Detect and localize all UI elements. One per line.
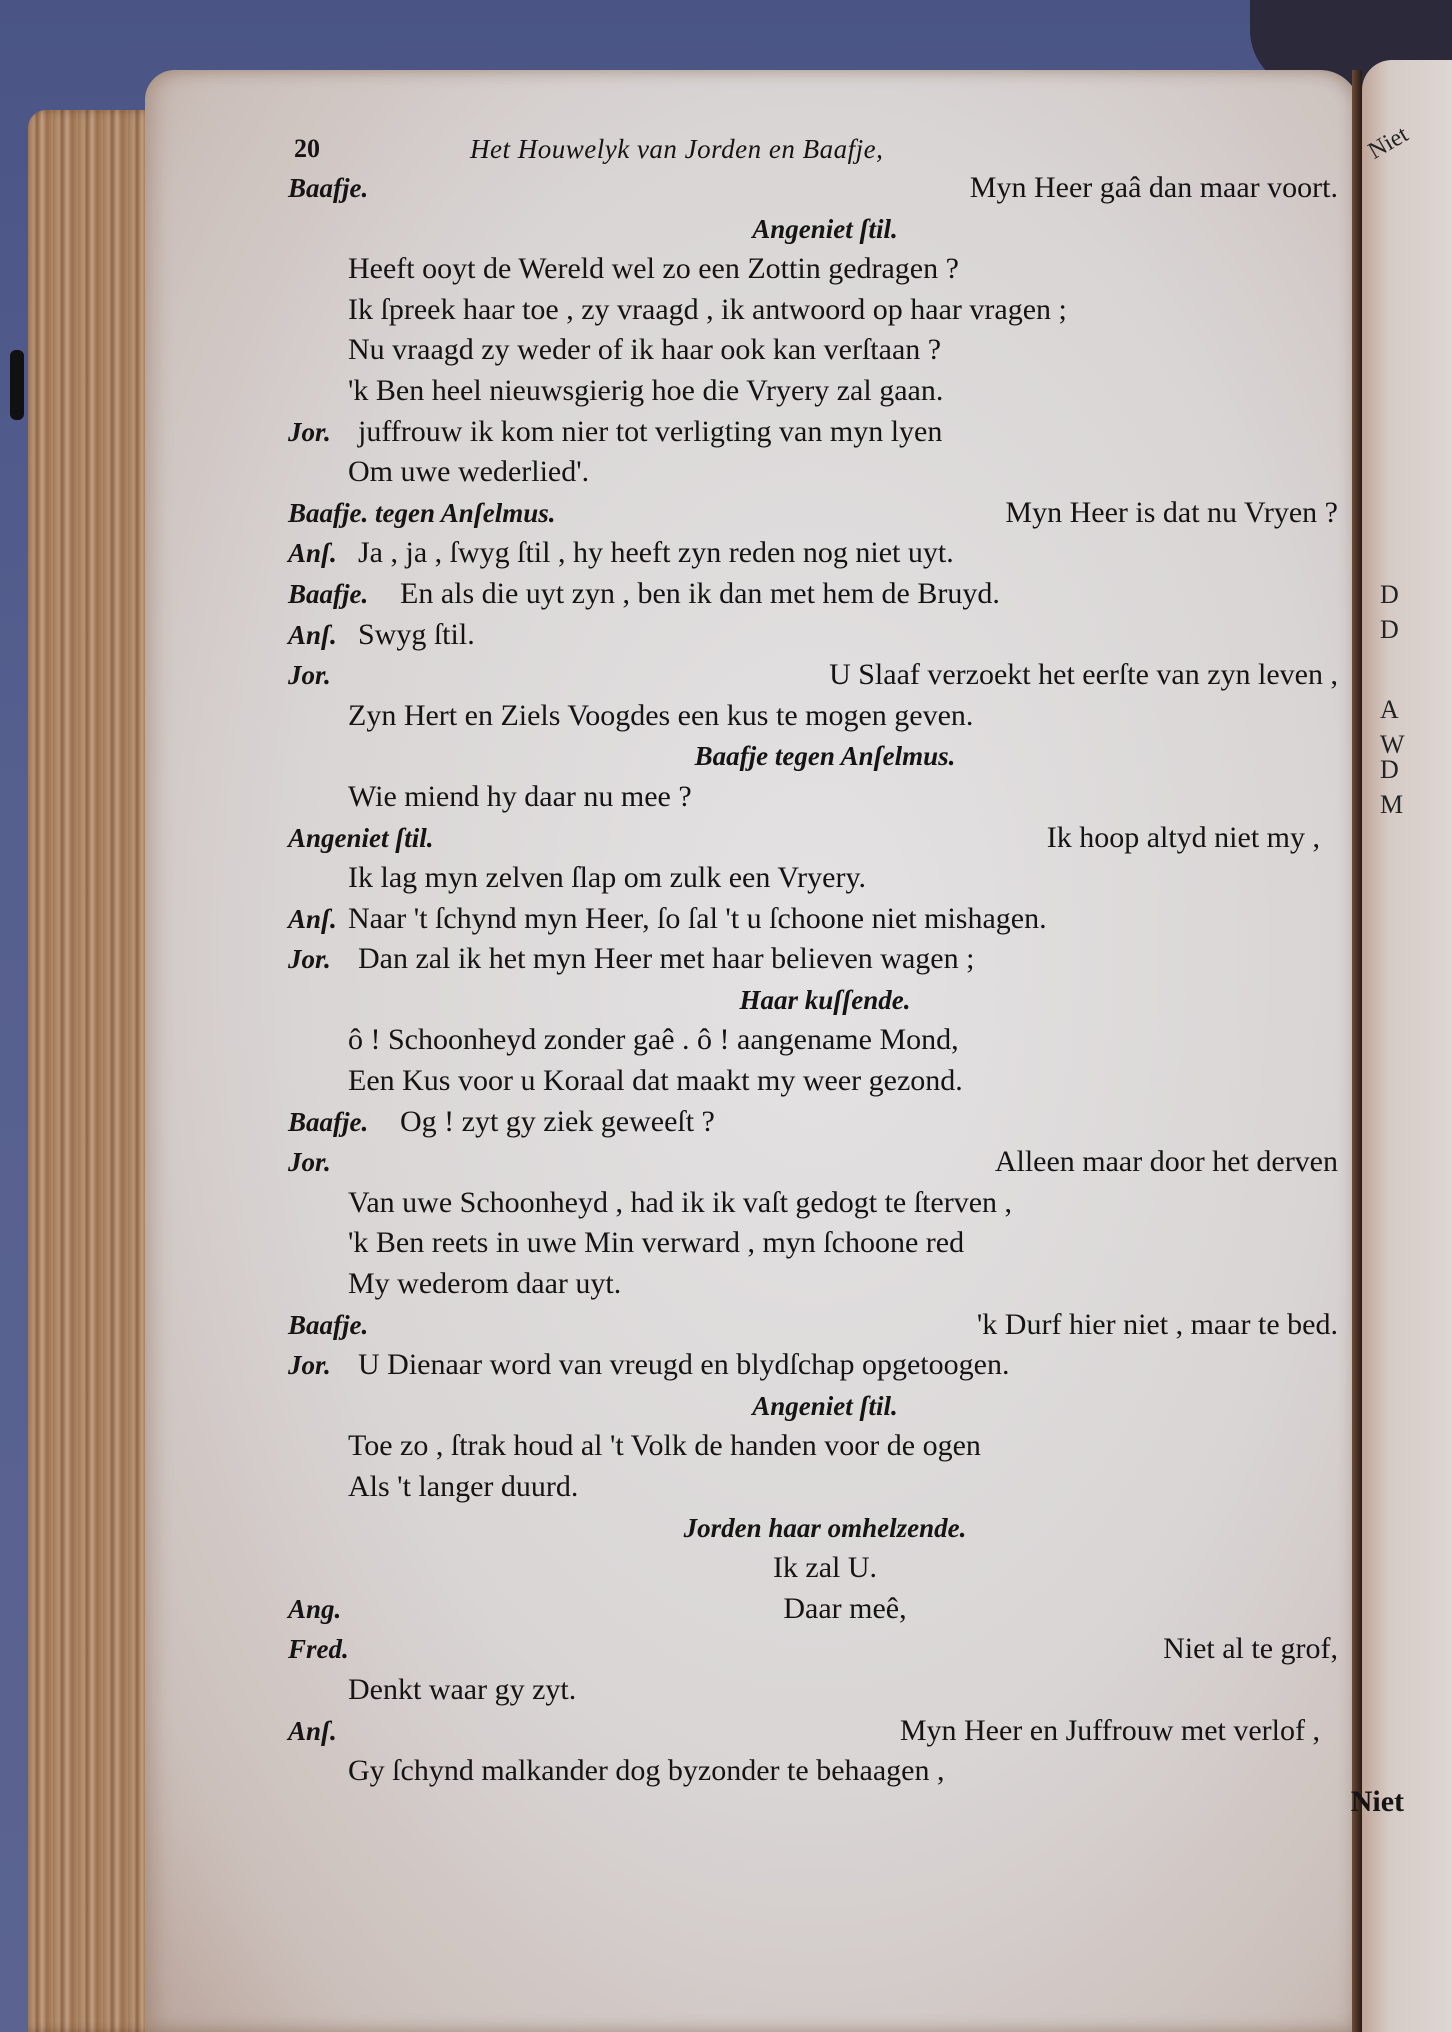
verse-text: Dan zal ik het myn Heer met haar believen wagen ;	[358, 942, 975, 976]
speaker-label: Fred.	[288, 1634, 349, 1665]
verse-text: ô ! Schoonheyd zonder gaê . ô ! aangename Mond,	[348, 1023, 959, 1057]
verse-text: Ik lag myn zelven ſlap om zulk een Vryery.	[348, 861, 867, 895]
speaker-label: Baafje. tegen Anſelmus.	[288, 497, 556, 528]
facing-page-fragment: A	[1380, 695, 1399, 724]
verse-text: Denkt waar gy zyt.	[348, 1672, 577, 1706]
speaker-label: Baafje.	[288, 173, 369, 203]
verse-line	[288, 615, 1350, 656]
verse-text: My wederom daar uyt.	[348, 1267, 622, 1301]
speaker-label: Baafje.	[288, 1106, 369, 1137]
speaker-label: Baafje.	[288, 578, 369, 609]
verse-text: Daar meê,	[783, 1591, 907, 1625]
verse-text: Myn Heer is dat nu Vryen ?	[1005, 495, 1338, 529]
verse-line	[288, 574, 1350, 615]
stage-direction	[300, 980, 1350, 1021]
page-gutter	[1352, 70, 1362, 2032]
verse-line	[300, 1670, 1350, 1711]
verse-line	[300, 1426, 1350, 1467]
facing-page-fragment: D	[1380, 580, 1399, 609]
facing-page-fragment: M	[1380, 790, 1404, 819]
verse-line	[288, 412, 1350, 453]
page-number: 20	[294, 134, 320, 163]
verse-line	[300, 858, 1350, 899]
verse-line	[300, 1223, 1350, 1264]
verse-text: Gy ſchynd malkander dog byzonder te behaagen ,	[348, 1754, 945, 1788]
speaker-label: Angeniet ſtil.	[288, 822, 434, 853]
verse-text: Toe zo , ſtrak houd al 't Volk de handen voor de ogen	[348, 1429, 981, 1463]
stage-direction-text: Angeniet ſtil.	[752, 1390, 898, 1421]
verse-line	[288, 1711, 1350, 1752]
verse-line	[288, 493, 1350, 534]
speaker-label: Jor.	[288, 944, 331, 975]
verse-text: Wie miend hy daar nu mee ?	[348, 779, 692, 813]
verse-line	[288, 1142, 1350, 1183]
verse-text: Myn Heer gaâ dan maar voort.	[969, 171, 1338, 204]
speaker-label: Jor.	[288, 1350, 331, 1381]
stage-direction-text: Haar kuſſende.	[739, 984, 911, 1015]
speaker-label: Anſ.	[288, 1715, 337, 1746]
verse-line	[300, 1020, 1350, 1061]
verse-text: Heeft ooyt de Wereld wel zo een Zottin gedragen ?	[348, 252, 959, 286]
verse-line	[288, 168, 1350, 209]
verse-line	[300, 1264, 1350, 1305]
verse-line	[300, 1061, 1350, 1102]
stage-direction	[300, 736, 1350, 777]
verse-text: Nu vraagd zy weder of ik haar ook kan verſtaan ?	[348, 333, 942, 367]
speaker-label: Jor.	[288, 1147, 331, 1178]
verse-line	[288, 533, 1350, 574]
verse-line	[288, 1629, 1350, 1670]
speaker-label: Jor.	[288, 660, 331, 691]
speaker-label: Anſ.	[288, 619, 337, 650]
verse-line	[300, 1751, 1350, 1792]
verse-line	[300, 371, 1350, 412]
verse-text: Ik zal U.	[772, 1551, 878, 1585]
verse-text: juffrouw ik kom nier tot verligting van myn lyen	[358, 414, 943, 448]
verse-text: Alleen maar door het derven	[994, 1145, 1338, 1179]
verse-text: Om uwe wederlied'.	[348, 455, 590, 489]
verse-text: En als die uyt zyn , ben ik dan met hem de Bruyd.	[400, 576, 1000, 610]
verse-line	[300, 696, 1350, 737]
stage-direction	[300, 1386, 1350, 1427]
verse-line	[288, 1305, 1350, 1346]
verse-line	[288, 1589, 1350, 1630]
facing-page-catchword: Niet	[1364, 121, 1413, 165]
stage-direction-text: Angeniet ſtil.	[752, 213, 898, 244]
page-text	[288, 130, 1350, 1792]
speaker-label: Anſ.	[288, 903, 337, 934]
verse-line	[288, 899, 1350, 940]
verse-line	[300, 452, 1350, 493]
verse-text: Ik hoop altyd niet my ,	[1046, 820, 1320, 854]
verse-text: 'k Ben heel nieuwsgierig hoe die Vryery zal gaan.	[348, 373, 944, 407]
verse-text: U Slaaf verzoekt het eerſte van zyn leven ,	[829, 658, 1338, 692]
facing-page-fragment: W	[1380, 730, 1405, 759]
verse-line	[300, 1467, 1350, 1508]
speaker-label: Jor.	[288, 416, 331, 447]
catchword: Niet	[1350, 1785, 1404, 1818]
verse-text: Swyg ſtil.	[358, 617, 475, 651]
verse-line	[288, 939, 1350, 980]
verse-line	[300, 290, 1350, 331]
verse-text: Zyn Hert en Ziels Voogdes een kus te mogen geven.	[348, 698, 974, 732]
verse-text: 'k Durf hier niet , maar te bed.	[976, 1307, 1338, 1341]
verse-line	[288, 818, 1350, 859]
book-clasp	[10, 350, 24, 420]
page-edges	[28, 110, 158, 2032]
verse-text: U Dienaar word van vreugd en blydſchap opgetoogen.	[358, 1348, 1010, 1382]
verse-text: Og ! zyt gy ziek geweeſt ?	[400, 1104, 715, 1138]
verse-line	[288, 1102, 1350, 1143]
stage-direction-text: Baafje tegen Anſelmus.	[694, 741, 956, 772]
facing-page	[1362, 60, 1452, 2032]
verse-text: Naar 't ſchynd myn Heer, ſo ſal 't u ſchoone niet mishagen.	[348, 901, 1047, 935]
facing-page-fragment: D	[1380, 755, 1399, 784]
verse-text: Niet al te grof,	[1163, 1632, 1338, 1666]
verse-line	[300, 1548, 1350, 1589]
facing-page-fragment: D	[1380, 615, 1399, 644]
stage-direction	[300, 1508, 1350, 1549]
running-head	[294, 130, 1350, 168]
stage-direction-text: Jorden haar omhelzende.	[683, 1512, 967, 1543]
verse-line	[288, 1345, 1350, 1386]
speaker-label: Anſ.	[288, 538, 337, 569]
verse-text: Als 't langer duurd.	[348, 1470, 579, 1503]
verse-line	[300, 330, 1350, 371]
verse-line	[288, 655, 1350, 696]
verse-text: Van uwe Schoonheyd , had ik ik vaſt gedogt te ſterven ,	[348, 1185, 1013, 1219]
verse-line	[300, 777, 1350, 818]
verse-line	[300, 249, 1350, 290]
verse-text: 'k Ben reets in uwe Min verward , myn ſchoone red	[348, 1226, 965, 1260]
verse-text: Myn Heer en Juffrouw met verlof ,	[899, 1713, 1320, 1747]
verse-text: Ik ſpreek haar toe , zy vraagd , ik antwoord op haar vragen ;	[348, 292, 1067, 326]
speaker-label: Ang.	[288, 1593, 342, 1624]
stage-direction	[300, 209, 1350, 250]
verse-text: Ja , ja , ſwyg ſtil , hy heeft zyn reden nog niet uyt.	[358, 536, 954, 570]
running-title: Het Houwelyk van Jorden en Baafje,	[470, 134, 884, 164]
speaker-label: Baafje.	[288, 1309, 369, 1340]
verse-text: Een Kus voor u Koraal dat maakt my weer gezond.	[348, 1064, 963, 1098]
verse-line	[300, 1183, 1350, 1224]
